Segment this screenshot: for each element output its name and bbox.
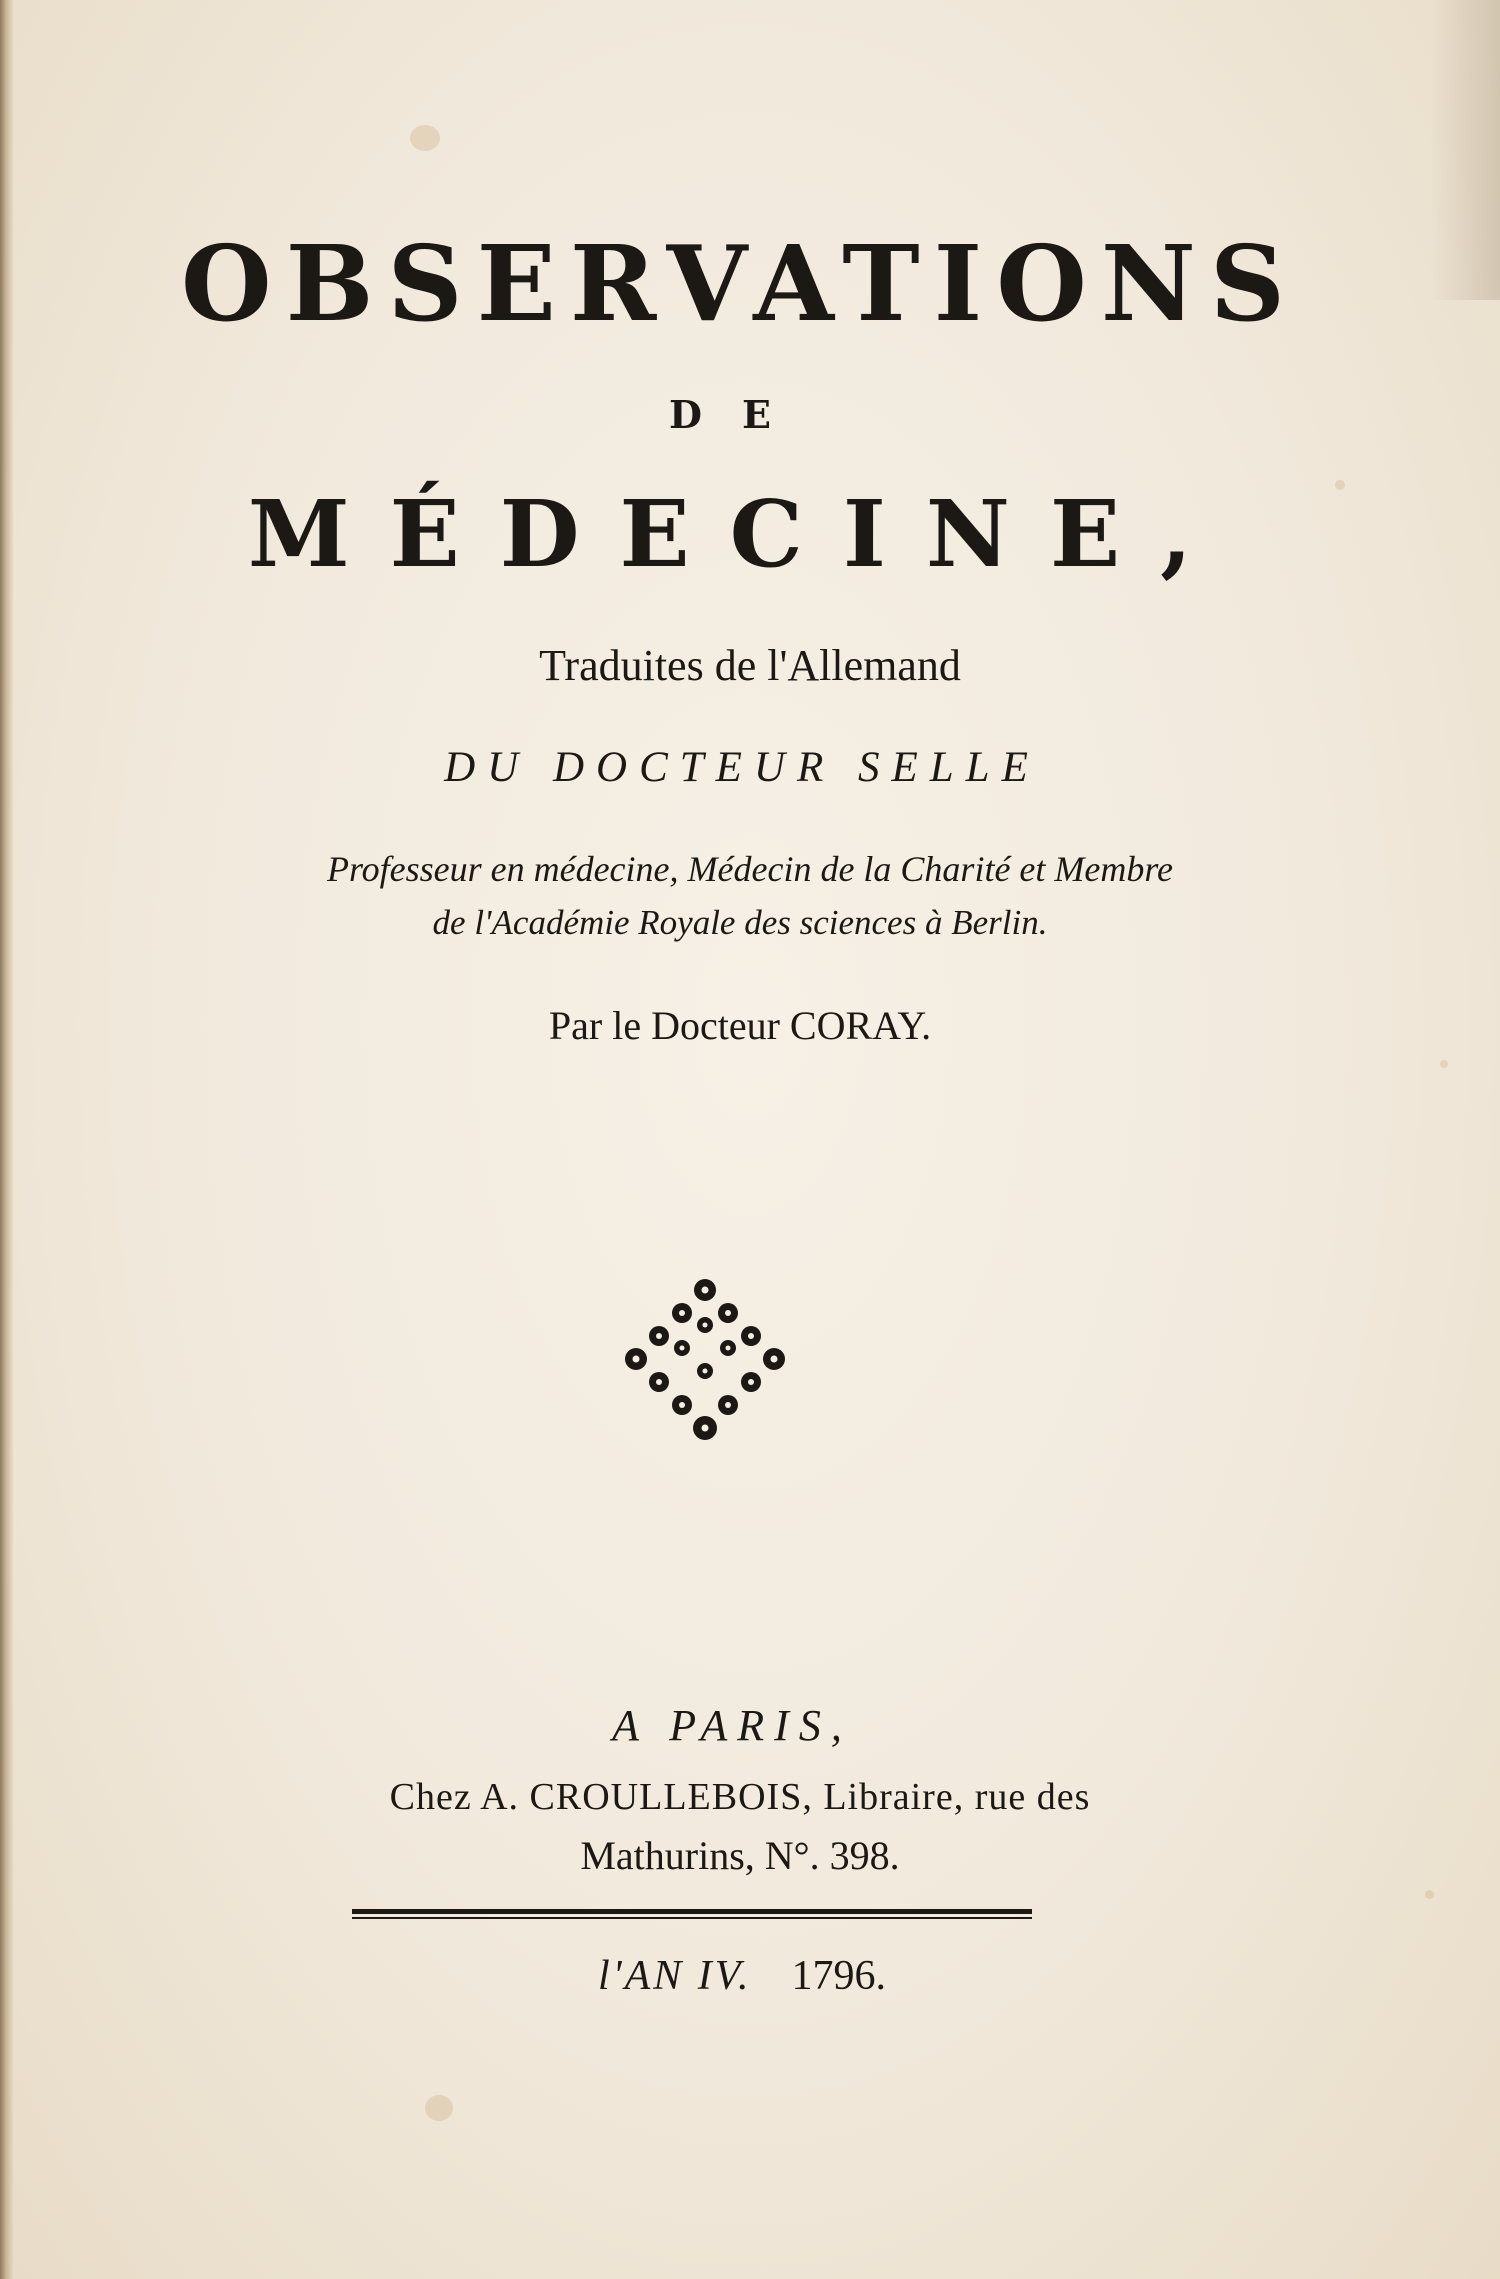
revolutionary-year: l'AN IV. bbox=[597, 1953, 752, 1999]
foxing-spot bbox=[1440, 1060, 1448, 1068]
foxing-spot bbox=[410, 125, 440, 151]
imprint-place: A PARIS, bbox=[612, 1701, 852, 1750]
imprint-publisher-line2: Mathurins, N°. 398. bbox=[580, 1833, 900, 1878]
title-connector: DE bbox=[669, 392, 811, 437]
imprint-date bbox=[0, 1952, 1492, 2000]
author-credentials-line2: de l'Académie Royale des sciences à Berlin. bbox=[432, 903, 1048, 942]
author-name: DU DOCTEUR SELLE bbox=[444, 744, 1040, 791]
gregorian-year: 1796. bbox=[791, 1953, 887, 1999]
foxing-spot bbox=[1425, 1890, 1434, 1899]
imprint-publisher-line1: Chez A. CROULLEBOIS, Libraire, rue des bbox=[389, 1776, 1091, 1818]
book-subject: MÉDECINE, bbox=[247, 480, 1233, 588]
book-title: OBSERVATIONS bbox=[180, 222, 1299, 345]
translation-note: Traduites de l'Allemand bbox=[539, 641, 961, 690]
fleuron-diamond-ornament-icon bbox=[610, 1265, 800, 1455]
printer-rule-divider bbox=[352, 1907, 1032, 1923]
translator-name: Par le Docteur CORAY. bbox=[548, 1003, 932, 1048]
author-credentials-line1: Professeur en médecine, Médecin de la Charité et Membre bbox=[326, 849, 1174, 889]
foxing-spot bbox=[425, 2095, 453, 2121]
